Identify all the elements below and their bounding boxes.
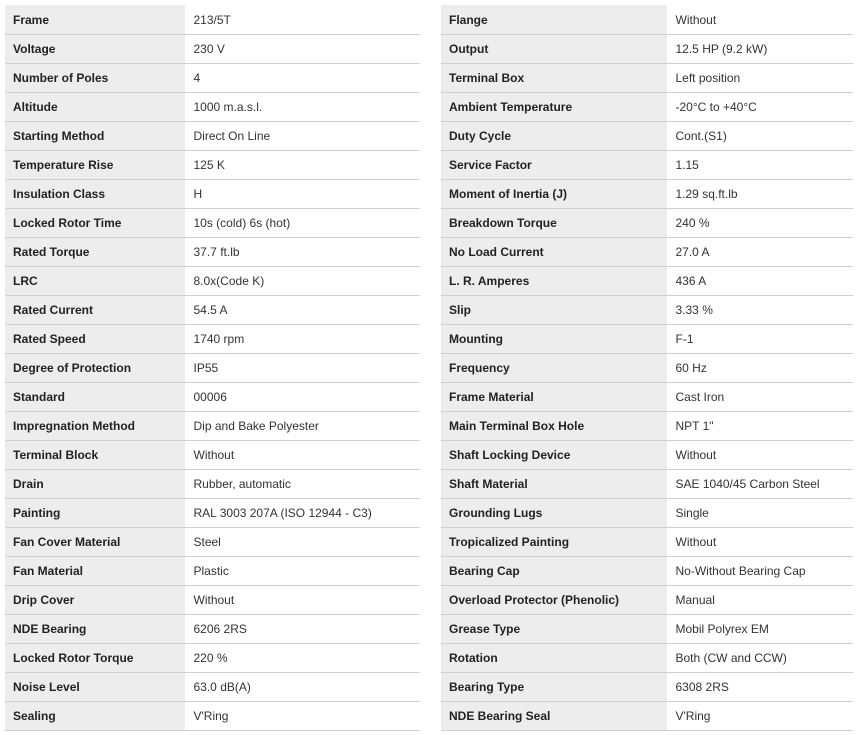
spec-row: [5, 470, 420, 499]
spec-label: Slip: [441, 296, 667, 325]
spec-label: Drip Cover: [5, 586, 185, 615]
spec-label: LRC: [5, 267, 185, 296]
spec-row: [441, 441, 853, 470]
spec-label: Bearing Type: [441, 673, 667, 702]
spec-label: Flange: [441, 5, 667, 35]
spec-label: Locked Rotor Torque: [5, 644, 185, 673]
spec-label: Fan Material: [5, 557, 185, 586]
spec-value: 8.0x(Code K): [185, 267, 420, 296]
spec-label: Rated Torque: [5, 238, 185, 267]
spec-label: Sealing: [5, 702, 185, 731]
spec-label: Degree of Protection: [5, 354, 185, 383]
spec-row: [5, 5, 420, 35]
spec-row: [5, 354, 420, 383]
spec-label: Bearing Cap: [441, 557, 667, 586]
spec-label: Main Terminal Box Hole: [441, 412, 667, 441]
spec-row: [5, 267, 420, 296]
spec-row: [441, 325, 853, 354]
spec-row: [5, 180, 420, 209]
spec-label: Service Factor: [441, 151, 667, 180]
spec-value: 1740 rpm: [185, 325, 420, 354]
spec-row: [5, 586, 420, 615]
spec-label: Altitude: [5, 93, 185, 122]
spec-value: Without: [185, 586, 420, 615]
spec-label: Starting Method: [5, 122, 185, 151]
spec-row: [441, 64, 853, 93]
spec-value: Left position: [667, 64, 853, 93]
spec-value: 37.7 ft.lb: [185, 238, 420, 267]
spec-label: Breakdown Torque: [441, 209, 667, 238]
spec-label: NDE Bearing Seal: [441, 702, 667, 731]
spec-label: Terminal Box: [441, 64, 667, 93]
spec-value: 00006: [185, 383, 420, 412]
spec-row: [441, 470, 853, 499]
spec-row: [5, 325, 420, 354]
spec-value: 6308 2RS: [667, 673, 853, 702]
spec-label: Output: [441, 35, 667, 64]
spec-value: Cast Iron: [667, 383, 853, 412]
spec-label: Grounding Lugs: [441, 499, 667, 528]
spec-row: [441, 238, 853, 267]
spec-row: [5, 296, 420, 325]
spec-value: RAL 3003 207A (ISO 12944 - C3): [185, 499, 420, 528]
spec-value: 1.15: [667, 151, 853, 180]
spec-value: V'Ring: [667, 702, 853, 731]
spec-label: Terminal Block: [5, 441, 185, 470]
spec-label: Noise Level: [5, 673, 185, 702]
spec-value: Plastic: [185, 557, 420, 586]
spec-label: Temperature Rise: [5, 151, 185, 180]
spec-value: 54.5 A: [185, 296, 420, 325]
right-spec-table: [441, 5, 853, 731]
spec-row: [5, 93, 420, 122]
spec-label: Locked Rotor Time: [5, 209, 185, 238]
spec-row: [441, 586, 853, 615]
spec-label: Drain: [5, 470, 185, 499]
spec-label: Grease Type: [441, 615, 667, 644]
spec-row: [441, 528, 853, 557]
spec-row: [5, 615, 420, 644]
spec-value: 230 V: [185, 35, 420, 64]
spec-value: Both (CW and CCW): [667, 644, 853, 673]
spec-value: 436 A: [667, 267, 853, 296]
spec-row: [5, 499, 420, 528]
spec-row: [5, 673, 420, 702]
spec-value: Direct On Line: [185, 122, 420, 151]
right-spec-table-body: [441, 5, 853, 731]
left-spec-table: [5, 5, 420, 731]
spec-value: Without: [667, 528, 853, 557]
spec-label: Rated Current: [5, 296, 185, 325]
spec-row: [441, 673, 853, 702]
spec-label: Rated Speed: [5, 325, 185, 354]
spec-value: 213/5T: [185, 5, 420, 35]
spec-value: 240 %: [667, 209, 853, 238]
spec-row: [441, 93, 853, 122]
spec-row: [441, 383, 853, 412]
spec-label: Shaft Locking Device: [441, 441, 667, 470]
spec-row: [441, 296, 853, 325]
spec-label: Fan Cover Material: [5, 528, 185, 557]
spec-value: No-Without Bearing Cap: [667, 557, 853, 586]
spec-row: [5, 35, 420, 64]
spec-label: Ambient Temperature: [441, 93, 667, 122]
spec-value: Without: [667, 441, 853, 470]
spec-value: Steel: [185, 528, 420, 557]
spec-row: [441, 267, 853, 296]
spec-label: Insulation Class: [5, 180, 185, 209]
spec-value: 10s (cold) 6s (hot): [185, 209, 420, 238]
spec-label: Moment of Inertia (J): [441, 180, 667, 209]
spec-label: Standard: [5, 383, 185, 412]
spec-label: NDE Bearing: [5, 615, 185, 644]
spec-label: Number of Poles: [5, 64, 185, 93]
spec-value: 6206 2RS: [185, 615, 420, 644]
spec-value: V'Ring: [185, 702, 420, 731]
spec-value: Single: [667, 499, 853, 528]
spec-label: Overload Protector (Phenolic): [441, 586, 667, 615]
spec-row: [5, 209, 420, 238]
spec-label: Impregnation Method: [5, 412, 185, 441]
spec-value: -20°C to +40°C: [667, 93, 853, 122]
spec-row: [441, 412, 853, 441]
spec-row: [441, 180, 853, 209]
spec-row: [441, 615, 853, 644]
left-spec-table-body: [5, 5, 420, 731]
spec-label: Shaft Material: [441, 470, 667, 499]
spec-label: No Load Current: [441, 238, 667, 267]
spec-row: [5, 383, 420, 412]
spec-row: [5, 151, 420, 180]
spec-value: 27.0 A: [667, 238, 853, 267]
spec-value: 12.5 HP (9.2 kW): [667, 35, 853, 64]
spec-label: L. R. Amperes: [441, 267, 667, 296]
spec-row: [5, 412, 420, 441]
spec-label: Painting: [5, 499, 185, 528]
spec-row: [5, 528, 420, 557]
spec-value: Dip and Bake Polyester: [185, 412, 420, 441]
spec-label: Duty Cycle: [441, 122, 667, 151]
spec-row: [5, 441, 420, 470]
spec-row: [441, 209, 853, 238]
spec-row: [5, 702, 420, 731]
spec-row: [5, 64, 420, 93]
spec-row: [5, 644, 420, 673]
spec-value: 220 %: [185, 644, 420, 673]
spec-row: [5, 557, 420, 586]
spec-label: Frequency: [441, 354, 667, 383]
spec-label: Frame Material: [441, 383, 667, 412]
spec-row: [441, 702, 853, 731]
spec-row: [441, 644, 853, 673]
spec-value: 63.0 dB(A): [185, 673, 420, 702]
spec-row: [441, 122, 853, 151]
spec-value: Without: [185, 441, 420, 470]
spec-row: [441, 35, 853, 64]
spec-row: [5, 238, 420, 267]
spec-value: Mobil Polyrex EM: [667, 615, 853, 644]
spec-label: Rotation: [441, 644, 667, 673]
spec-row: [441, 499, 853, 528]
spec-label: Voltage: [5, 35, 185, 64]
spec-row: [441, 557, 853, 586]
spec-row: [5, 122, 420, 151]
spec-value: NPT 1": [667, 412, 853, 441]
spec-value: Rubber, automatic: [185, 470, 420, 499]
spec-value: 1000 m.a.s.l.: [185, 93, 420, 122]
spec-row: [441, 354, 853, 383]
spec-value: H: [185, 180, 420, 209]
spec-value: 4: [185, 64, 420, 93]
spec-value: 60 Hz: [667, 354, 853, 383]
spec-value: 1.29 sq.ft.lb: [667, 180, 853, 209]
spec-label: Tropicalized Painting: [441, 528, 667, 557]
spec-value: Manual: [667, 586, 853, 615]
spec-value: Without: [667, 5, 853, 35]
spec-value: Cont.(S1): [667, 122, 853, 151]
spec-label: Mounting: [441, 325, 667, 354]
spec-value: 3.33 %: [667, 296, 853, 325]
spec-value: IP55: [185, 354, 420, 383]
spec-label: Frame: [5, 5, 185, 35]
spec-value: F-1: [667, 325, 853, 354]
spec-value: 125 K: [185, 151, 420, 180]
spec-row: [441, 151, 853, 180]
spec-value: SAE 1040/45 Carbon Steel: [667, 470, 853, 499]
spec-row: [441, 5, 853, 35]
